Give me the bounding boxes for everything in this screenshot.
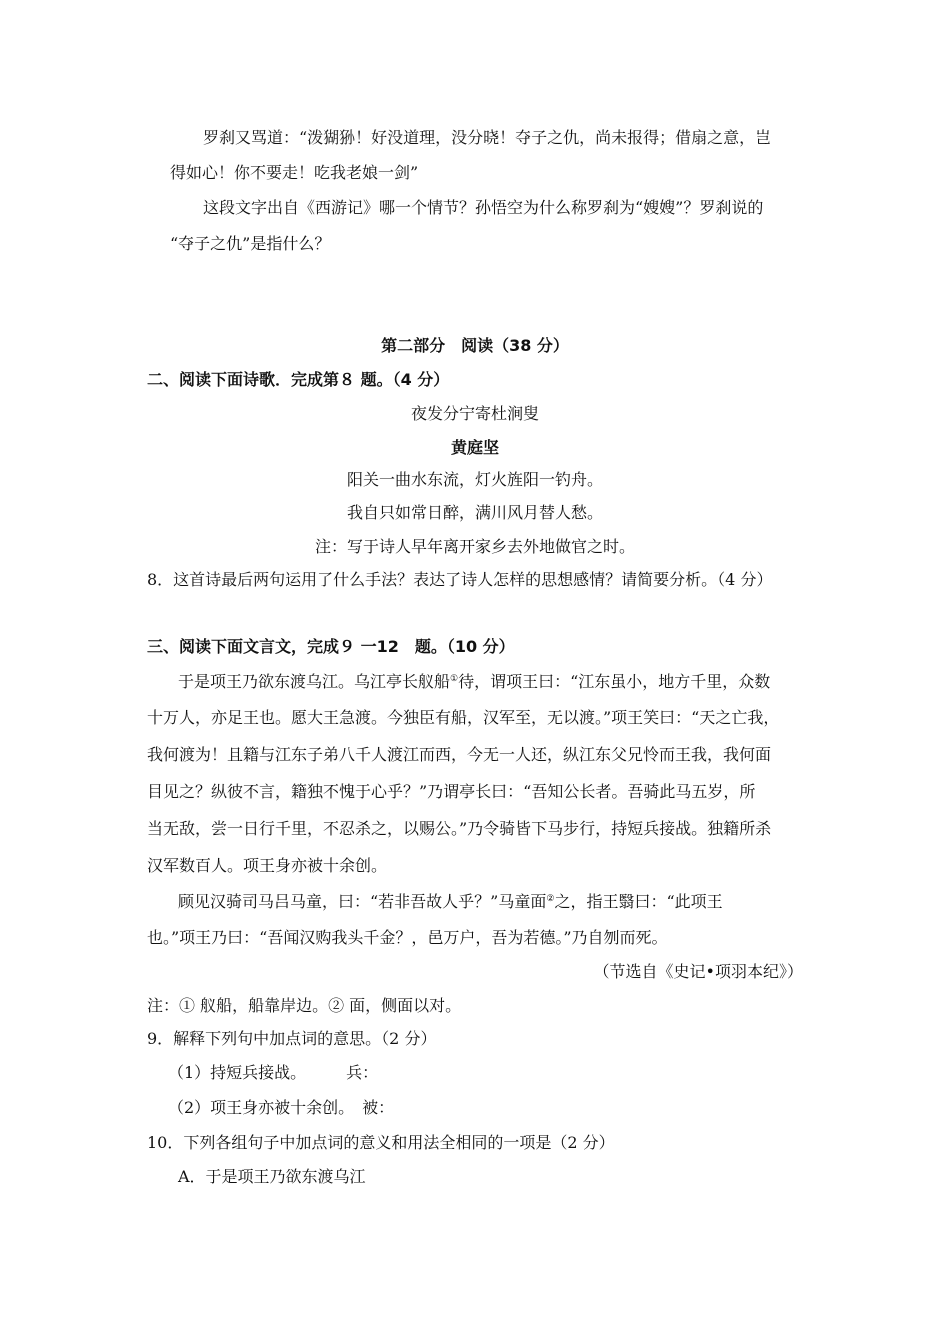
- poem-note: 注：写于诗人早年离开家乡去外地做官之时。: [314, 537, 635, 556]
- question-9-item-2: （2）项王身亦被十余创。 被：: [168, 1098, 395, 1117]
- passage-line-5: 当无敌，尝一日行千里，不忍杀之，以赐公。”乃令骑皆下马步行，持短兵接战。独籍所杀: [147, 819, 772, 838]
- poem-line-1: 阳关一曲水东流，灯火旌阳一钓舟。: [346, 470, 603, 489]
- question-10-option-a: A．于是项王乃欲东渡乌江: [178, 1167, 366, 1186]
- footnotes: 注：① 舣船，船靠岸边。② 面，侧面以对。: [147, 996, 462, 1015]
- passage-line-1: [178, 672, 770, 692]
- question-8: 8．这首诗最后两句运用了什么手法？表达了诗人怎样的思想感情？请简要分析。（4 分）: [147, 570, 773, 589]
- passage-line-2: 十万人，亦足王也。愿大王急渡。今独臣有船，汉军至，无以渡。”项王笑曰：“天之亡我，: [147, 708, 780, 727]
- passage-line-7: [178, 892, 723, 912]
- poem-line-2: 我自只如常日醉，满川风月替人愁。: [346, 503, 603, 522]
- question-line-2: “夺子之仇”是指什么？: [170, 234, 331, 253]
- footnote-marker-2: ②: [546, 894, 555, 904]
- passage-line-7-a: 顾见汉骑司马吕马童，曰：“若非吾故人乎？”马童面: [178, 892, 547, 911]
- part-title: 第二部分 阅读（38 分）: [381, 336, 569, 355]
- question-9: 9．解释下列句中加点词的意思。（2 分）: [147, 1029, 437, 1048]
- question-line-1: 这段文字出自《西游记》哪一个情节？孙悟空为什么称罗刹为“嫂嫂”？罗刹说的: [203, 198, 764, 217]
- footnote-marker-1: ①: [450, 674, 459, 684]
- section3-heading: 三、阅读下面文言文，完成９ 一12 题。（10 分）: [147, 637, 515, 656]
- poem-title: 夜发分宁寄杜涧叟: [410, 404, 539, 423]
- question-10: 10．下列各组句子中加点词的意义和用法全相同的一项是（2 分）: [147, 1133, 615, 1152]
- section2-heading: 二、阅读下面诗歌．完成第８ 题。（4 分）: [147, 370, 450, 389]
- quote-line-2: 得如心！你不要走！吃我老娘一剑”: [170, 163, 419, 182]
- question-9-item-1: （1）持短兵接战。 兵：: [168, 1063, 379, 1082]
- quote-line-1: 罗刹又骂道：“泼猢狲！好没道理，没分晓！夺子之仇，尚未报得；借扇之意，岂: [203, 128, 772, 147]
- passage-source: （节选自《史记•项羽本纪》）: [593, 962, 803, 981]
- passage-line-6: 汉军数百人。项王身亦被十余创。: [147, 856, 388, 875]
- passage-line-1-b: 待，谓项王曰：“江东虽小，地方千里，众数: [458, 672, 771, 691]
- passage-line-4: 目见之？纵彼不言，籍独不愧于心乎？”乃谓亭长曰：“吾知公长者。吾骑此马五岁，所: [147, 782, 756, 801]
- passage-line-7-b: 之，指王翳曰：“此项王: [554, 892, 723, 911]
- passage-line-8: 也。”项王乃曰：“吾闻汉购我头千金？，邑万户，吾为若德。”乃自刎而死。: [147, 928, 668, 947]
- poem-author: 黄庭坚: [450, 438, 499, 457]
- passage-line-3: 我何渡为！且籍与江东子弟八千人渡江而西，今无一人还，纵江东父兄怜而王我，我何面: [147, 745, 772, 764]
- passage-line-1-a: 于是项王乃欲东渡乌江。乌江亭长舣船: [178, 672, 451, 691]
